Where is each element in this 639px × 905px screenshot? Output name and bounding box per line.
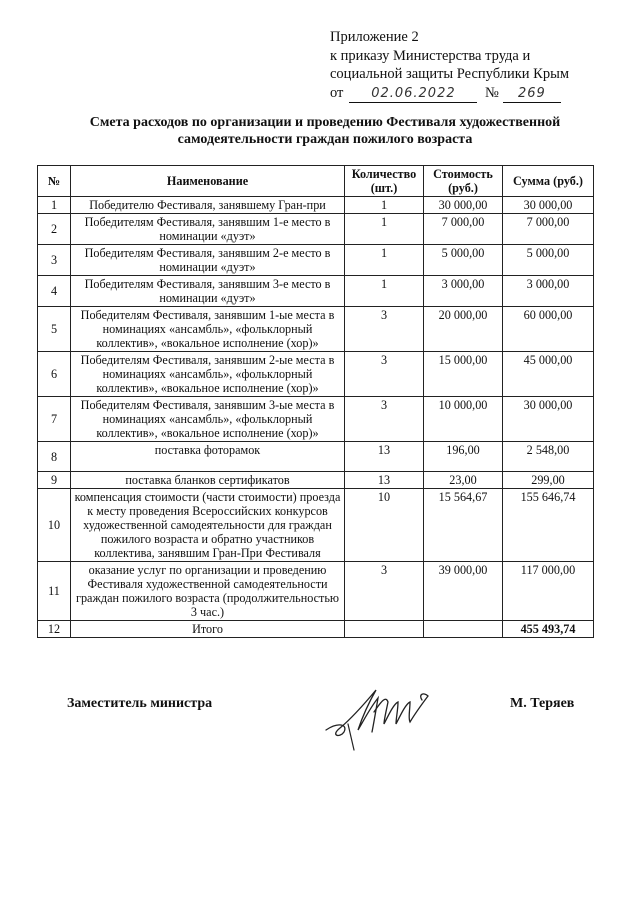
row-name: поставка фоторамок bbox=[71, 442, 345, 472]
appendix-block bbox=[330, 28, 630, 103]
total-cost bbox=[424, 621, 503, 638]
total-sum: 455 493,74 bbox=[503, 621, 594, 638]
row-qty: 1 bbox=[345, 197, 424, 214]
row-name: Победителям Фестиваля, занявшим 1-ые места в номинациях «ансамбль», «фольклорный коллектив», «вокальное исполнение (хор)» bbox=[71, 307, 345, 352]
row-num: 3 bbox=[38, 245, 71, 276]
header-sum: Сумма (руб.) bbox=[503, 166, 594, 197]
appendix-line-2: к приказу Министерства труда и bbox=[330, 47, 531, 64]
row-num: 5 bbox=[38, 307, 71, 352]
row-qty: 3 bbox=[345, 307, 424, 352]
row-num: 4 bbox=[38, 276, 71, 307]
row-name: Победителю Фестиваля, занявшему Гран-при bbox=[71, 197, 345, 214]
row-name: Победителям Фестиваля, занявшим 2-ые места в номинациях «ансамбль», «фольклорный коллектив», «вокальное исполнение (хор)» bbox=[71, 352, 345, 397]
table-row bbox=[38, 562, 594, 621]
row-cost: 5 000,00 bbox=[424, 245, 503, 276]
row-qty: 3 bbox=[345, 562, 424, 621]
total-num: 12 bbox=[38, 621, 71, 638]
table-row bbox=[38, 214, 594, 245]
total-label: Итого bbox=[71, 621, 345, 638]
table-row bbox=[38, 489, 594, 562]
row-sum: 30 000,00 bbox=[503, 397, 594, 442]
row-qty: 3 bbox=[345, 397, 424, 442]
row-name: Победителям Фестиваля, занявшим 1-е место в номинации «дуэт» bbox=[71, 214, 345, 245]
row-cost: 20 000,00 bbox=[424, 307, 503, 352]
signer-position: Заместитель министра bbox=[67, 696, 213, 711]
table-header-row bbox=[38, 166, 594, 197]
row-cost: 39 000,00 bbox=[424, 562, 503, 621]
row-num: 11 bbox=[38, 562, 71, 621]
order-number: 269 bbox=[503, 86, 561, 103]
row-num: 2 bbox=[38, 214, 71, 245]
row-num: 10 bbox=[38, 489, 71, 562]
row-sum: 3 000,00 bbox=[503, 276, 594, 307]
header-cost: Стоимость (руб.) bbox=[424, 166, 503, 197]
row-name: Победителям Фестиваля, занявшим 2-е место в номинации «дуэт» bbox=[71, 245, 345, 276]
title-line-1: Смета расходов по организации и проведению Фестиваля художественной bbox=[89, 115, 561, 130]
header-name: Наименование bbox=[71, 166, 345, 197]
row-sum: 5 000,00 bbox=[503, 245, 594, 276]
row-qty: 10 bbox=[345, 489, 424, 562]
appendix-date-line bbox=[330, 84, 630, 103]
estimate-table bbox=[37, 165, 594, 638]
row-qty: 1 bbox=[345, 214, 424, 245]
document-title bbox=[60, 114, 590, 148]
row-qty: 1 bbox=[345, 245, 424, 276]
table-row bbox=[38, 352, 594, 397]
row-num: 1 bbox=[38, 197, 71, 214]
order-date: 02.06.2022 bbox=[349, 86, 477, 103]
table-row bbox=[38, 442, 594, 472]
table-row bbox=[38, 307, 594, 352]
row-cost: 30 000,00 bbox=[424, 197, 503, 214]
row-qty: 13 bbox=[345, 442, 424, 472]
row-num: 7 bbox=[38, 397, 71, 442]
from-label: от bbox=[330, 84, 344, 101]
signer-name: М. Теряев bbox=[510, 696, 575, 711]
row-sum: 45 000,00 bbox=[503, 352, 594, 397]
row-num: 8 bbox=[38, 442, 71, 472]
row-sum: 2 548,00 bbox=[503, 442, 594, 472]
row-sum: 30 000,00 bbox=[503, 197, 594, 214]
table-total-row bbox=[38, 621, 594, 638]
table-row bbox=[38, 397, 594, 442]
row-sum: 117 000,00 bbox=[503, 562, 594, 621]
row-cost: 10 000,00 bbox=[424, 397, 503, 442]
appendix-line-3: социальной защиты Республики Крым bbox=[330, 66, 570, 82]
row-sum: 7 000,00 bbox=[503, 214, 594, 245]
row-sum: 60 000,00 bbox=[503, 307, 594, 352]
row-qty: 3 bbox=[345, 352, 424, 397]
row-qty: 13 bbox=[345, 472, 424, 489]
row-name: компенсация стоимости (части стоимости) проезда к месту проведения Всероссийских конкурсов художественной самодеятельности для граждан пожилого возраста и обратно участников коллектива, занявшим Гран-При Фестиваля bbox=[71, 489, 345, 562]
table-row bbox=[38, 472, 594, 489]
row-sum: 299,00 bbox=[503, 472, 594, 489]
header-num: № bbox=[38, 166, 71, 197]
total-qty bbox=[345, 621, 424, 638]
signature-image bbox=[318, 672, 458, 752]
row-cost: 15 000,00 bbox=[424, 352, 503, 397]
header-qty: Количество (шт.) bbox=[345, 166, 424, 197]
row-name: Победителям Фестиваля, занявшим 3-ые места в номинациях «ансамбль», «фольклорный коллектив», «вокальное исполнение (хор)» bbox=[71, 397, 345, 442]
row-num: 9 bbox=[38, 472, 71, 489]
row-num: 6 bbox=[38, 352, 71, 397]
table-row bbox=[38, 245, 594, 276]
number-label: № bbox=[485, 84, 499, 101]
row-cost: 23,00 bbox=[424, 472, 503, 489]
title-line-2: самодеятельности граждан пожилого возраста bbox=[177, 132, 473, 147]
row-cost: 7 000,00 bbox=[424, 214, 503, 245]
row-name: поставка бланков сертификатов bbox=[71, 472, 345, 489]
appendix-line-1: Приложение 2 bbox=[330, 29, 419, 45]
row-cost: 196,00 bbox=[424, 442, 503, 472]
row-qty: 1 bbox=[345, 276, 424, 307]
table-row bbox=[38, 197, 594, 214]
row-cost: 15 564,67 bbox=[424, 489, 503, 562]
row-name: Победителям Фестиваля, занявшим 3-е место в номинации «дуэт» bbox=[71, 276, 345, 307]
row-name: оказание услуг по организации и проведению Фестиваля художественной самодеятельности граждан пожилого возраста (продолжительностью 3 час.) bbox=[71, 562, 345, 621]
row-cost: 3 000,00 bbox=[424, 276, 503, 307]
row-sum: 155 646,74 bbox=[503, 489, 594, 562]
table-row bbox=[38, 276, 594, 307]
